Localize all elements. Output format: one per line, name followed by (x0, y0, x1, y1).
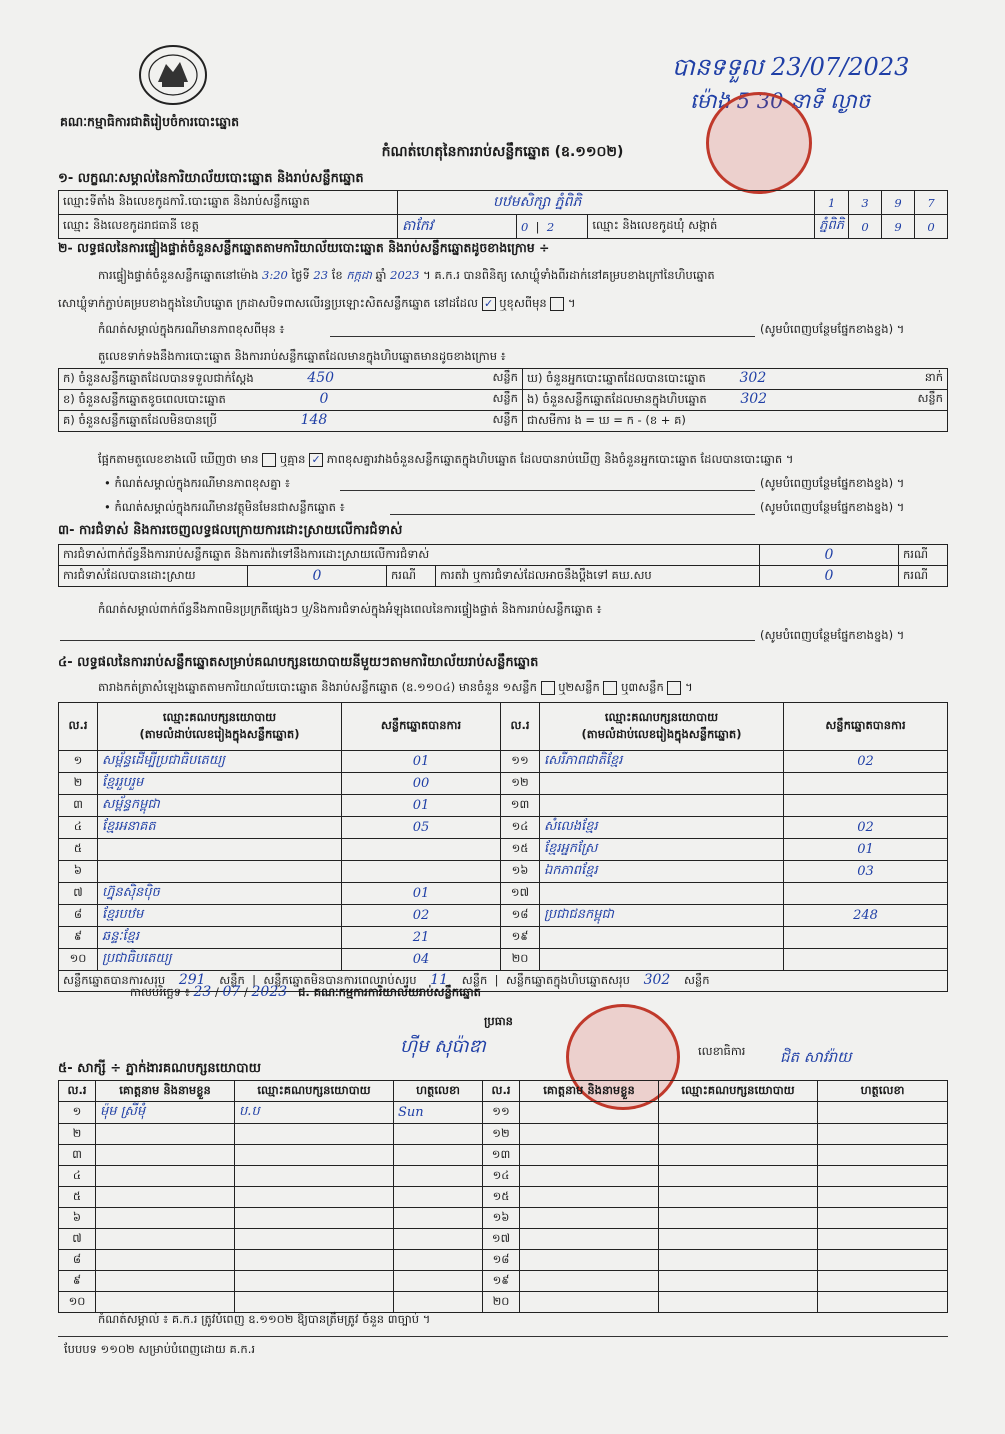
vote-count: 01 (784, 839, 948, 861)
col-no-right: ល.រ (501, 703, 540, 751)
w-col-sign-left: ហត្ថលេខា (394, 1081, 483, 1102)
vote-count (342, 839, 501, 861)
witness-name (96, 1166, 235, 1187)
table-row (59, 773, 948, 795)
two-sheet-checkbox[interactable] (603, 681, 617, 695)
table-row (59, 1271, 948, 1292)
witness-name: ម៉ុម ស្រីមុំ (96, 1102, 235, 1124)
count-intro: តួលេខទាក់ទងនឹងការបោះឆ្នោត និងការរាប់សន្លឹកឆ្នោតដែលមានក្នុងហិបឆ្នោតមានដូចខាងក្រោម ៖ (98, 349, 506, 363)
party-name: សម្ព័ន្ធកម្ពុជា (98, 795, 342, 817)
count-b-row: ខ) ចំនួនសន្លឹកឆ្នោតខូចពេលបោះឆ្នោត 0 សន្លឹក (59, 390, 523, 411)
vote-count (342, 861, 501, 883)
site-label: ឈ្មោះទីតាំង និងលេខកូដការិ.បោះឆ្នោត និងរាប់សន្លឹកឆ្នោត (59, 191, 398, 215)
form-footer: បែបបទ ១១០២ សម្រាប់បំពេញដោយ គ.ក.រ (64, 1342, 256, 1356)
row-no: ៤ (59, 817, 98, 839)
vote-count (784, 773, 948, 795)
w-col-sign-right: ហត្ថលេខា (818, 1081, 948, 1102)
chair-signature: ហ៊ីម សុប៉ាឌា (400, 1036, 486, 1057)
no-diff-checkbox[interactable]: ✓ (309, 453, 323, 467)
table-row (59, 1145, 948, 1166)
witness-name (96, 1187, 235, 1208)
table-row (59, 1208, 948, 1229)
note-diff2: • កំណត់សម្គាល់ក្នុងករណីមានភាពខុសគ្នា ៖ (104, 476, 290, 490)
w-col-no-right: ល.រ (483, 1081, 520, 1102)
row-no: ១៤ (483, 1166, 520, 1187)
received-time-note: ម៉ោង 5 30 នាទី ល្ងាច (690, 89, 871, 113)
witness-signature (818, 1102, 948, 1124)
appeal-value: 0 (760, 566, 899, 587)
row-no: ២ (59, 773, 98, 795)
row-no: ១៦ (483, 1208, 520, 1229)
row-no: ១៨ (501, 905, 540, 927)
witness-signature (394, 1250, 483, 1271)
count-a-row: ក) ចំនួនសន្លឹកឆ្នោតដែលបានទទួលជាក់ស្តែង 450 សន្លឹក (59, 369, 523, 390)
row-no: ៧ (59, 883, 98, 905)
row-no: ១៧ (483, 1229, 520, 1250)
secretary-signature: ជិត សាវរ៉ាយ (780, 1048, 852, 1066)
witness-signature (394, 1229, 483, 1250)
witness-name (520, 1187, 659, 1208)
row-no: ១០ (59, 949, 98, 971)
witness-signature (394, 1292, 483, 1313)
changed-checkbox[interactable] (550, 297, 564, 311)
totals-row: សន្លឹកឆ្នោតបានការសរុប 291 សន្លឹក | សន្លឹកឆ្នោតមិនបានការពេលរាប់សរុប 11 សន្លឹក | សន្លឹកឆ្នោតក្នុងហិបឆ្នោតសរុប 302 សន្លឹក (59, 971, 948, 992)
w-col-party-right: ឈ្មោះគណបក្សនយោបាយ (659, 1081, 818, 1102)
row-no: ២ (59, 1124, 96, 1145)
w-col-party-left: ឈ្មោះគណបក្សនយោបាយ (235, 1081, 394, 1102)
row-no: ១៥ (501, 839, 540, 861)
section5-heading: ៥- សាក្សី ÷ ភ្នាក់ងារគណបក្សនយោបាយ (58, 1061, 261, 1076)
site-id-table (58, 190, 948, 239)
row-no: ១៩ (483, 1271, 520, 1292)
table-row (59, 817, 948, 839)
witness-signature (818, 1271, 948, 1292)
witness-name (96, 1124, 235, 1145)
vote-count: 02 (784, 817, 948, 839)
table-row (59, 1124, 948, 1145)
table-row (59, 905, 948, 927)
witness-party (659, 1187, 818, 1208)
commune-label: ឈ្មោះ និងលេខកូដឃុំ សង្កាត់ (588, 215, 815, 239)
note-irregular: • កំណត់សម្គាល់ក្នុងករណីមានវត្ថុមិនមែនជាសន្លឹកឆ្នោត ៖ (104, 500, 345, 514)
witness-signature (818, 1229, 948, 1250)
count-c-row: គ) ចំនួនសន្លឹកឆ្នោតដែលមិនបានប្រើ 148 សន្លឹក (59, 411, 523, 432)
tally-sheet-note: តារាងកត់ត្រាសំឡេងឆ្នោតតាមការិយាល័យបោះឆ្នោត និងរាប់សន្លឹកឆ្នោត (ឧ.១១០៤) មានចំនួន ១សន្លឹក ឬ២សន្លឹក ឬ៣សន្លឹក ។ (98, 680, 693, 694)
party-name: ឯកភាពខ្មែរ (540, 861, 784, 883)
witness-name (520, 1250, 659, 1271)
vote-count: 01 (342, 751, 501, 773)
province-digits: 0 | 2 (517, 215, 588, 239)
commune-digit-3: 0 (915, 215, 948, 239)
witness-party (235, 1145, 394, 1166)
witness-name (520, 1229, 659, 1250)
party-name: ខ្មែរបឋម (98, 905, 342, 927)
vote-count: 00 (342, 773, 501, 795)
table-row (59, 1102, 948, 1124)
section3-note: កំណត់សម្គាល់ពាក់ព័ន្ធនឹងភាពមិនប្រក្រតីផ្សេងៗ ឬ/និងការជំទាស់ក្នុងអំឡុងពេលនៃការផ្ទៀងផ្ទាត់ និងការរាប់សន្លឹកឆ្នោត ៖ (98, 602, 602, 616)
row-no: ១២ (501, 773, 540, 795)
witness-party: ប.ប (235, 1102, 394, 1124)
fill-back-1: (សូមបំពេញបន្ថែមផ្នែកខាងខ្នង) ។ (760, 322, 905, 336)
vote-count: 05 (342, 817, 501, 839)
row-no: ១៣ (501, 795, 540, 817)
row-no: ៦ (59, 1208, 96, 1229)
row-no: ៥ (59, 1187, 96, 1208)
witness-name (520, 1102, 659, 1124)
row-no: ១៥ (483, 1187, 520, 1208)
site-digit-4: 7 (915, 191, 948, 215)
appeal-label: ការតវ៉ា ឬការជំទាស់ដែលអាចនឹងប្តឹងទៅ គឃ.សប (436, 566, 760, 587)
has-diff-checkbox[interactable] (262, 453, 276, 467)
site-digit-3: 9 (882, 191, 915, 215)
seal-sentence: សោឃ្លុំទាក់ភ្ជាប់គម្របខាងក្នុងនៃហិបឆ្នោត ក្រដាសបិទពាសលើរន្ធប្រឡោះសិតសន្លឹកឆ្នោត នៅដដែល ✓ ឬខុសពីមុន ។ (58, 296, 576, 310)
vote-count: 01 (342, 795, 501, 817)
party-name (540, 773, 784, 795)
table-row (59, 751, 948, 773)
table-row (59, 861, 948, 883)
same-checkbox[interactable]: ✓ (482, 297, 496, 311)
witness-name (96, 1250, 235, 1271)
secretary-label: លេខាធិការ (698, 1044, 746, 1058)
witness-party (659, 1124, 818, 1145)
witness-name (96, 1271, 235, 1292)
site-value: បឋមសិក្សា ភ្នំពិភិ (398, 191, 815, 215)
commune-digit-1: 0 (849, 215, 882, 239)
resolved-unit: ករណី (387, 566, 436, 587)
witness-party (235, 1250, 394, 1271)
section1-heading: ១- លក្ខណៈសម្គាល់នៃការិយាល័យបោះឆ្នោត និងរាប់សន្លឹកឆ្នោត (58, 171, 364, 186)
official-stamp-icon (706, 92, 812, 194)
party-name (540, 949, 784, 971)
witness-signature (818, 1166, 948, 1187)
vote-count: 02 (784, 751, 948, 773)
col-party-left: ឈ្មោះគណបក្សនយោបាយ (តាមលំដាប់លេខរៀងក្នុងសន្លឹកឆ្នោត) (98, 703, 342, 751)
witness-name (520, 1145, 659, 1166)
col-no-left: ល.រ (59, 703, 98, 751)
witness-party (235, 1292, 394, 1313)
table-row (59, 1229, 948, 1250)
row-no: ១ (59, 1102, 96, 1124)
witness-name (96, 1208, 235, 1229)
table-row (59, 839, 948, 861)
org-name: គណៈកម្មាធិការជាតិរៀបចំការបោះឆ្នោត (60, 114, 240, 129)
party-name (540, 795, 784, 817)
vote-count: 02 (342, 905, 501, 927)
witness-party (235, 1229, 394, 1250)
table-row (59, 883, 948, 905)
witness-name (520, 1208, 659, 1229)
complaint-row1-unit: ករណី (899, 545, 948, 566)
witness-name (520, 1166, 659, 1187)
row-no: ១៤ (501, 817, 540, 839)
province-value: តាកែវ (398, 215, 517, 239)
witness-party (235, 1187, 394, 1208)
witness-party (659, 1229, 818, 1250)
witness-signature (818, 1124, 948, 1145)
party-name: សំលេងខ្មែរ (540, 817, 784, 839)
compare-sentence: ផ្អែកតាមតួលេខខាងលើ ឃើញថា មាន ឬគ្មាន ✓ ភាពខុសគ្នារវាងចំនួនសន្លឹកឆ្នោតក្នុងហិបឆ្នោត ដែលបានរាប់ឃើញ និងចំនួនអ្នកបោះឆ្នោត ដែលបានបោះឆ្នោត ។ (98, 452, 794, 466)
witness-party (235, 1208, 394, 1229)
vote-count: 21 (342, 927, 501, 949)
party-name: ខ្មែរអ្នកស្រែ (540, 839, 784, 861)
row-no: ៤ (59, 1166, 96, 1187)
commune-digit-2: 9 (882, 215, 915, 239)
witness-name (520, 1292, 659, 1313)
witness-party (659, 1166, 818, 1187)
table-row (59, 949, 948, 971)
witness-signature: Sun (394, 1102, 483, 1124)
table-row (59, 1166, 948, 1187)
resolved-value: 0 (248, 566, 387, 587)
table-row (59, 1250, 948, 1271)
party-name (98, 839, 342, 861)
party-name: ឆន្ទៈខ្មែរ (98, 927, 342, 949)
party-name: សម្ព័ន្ធដើម្បីប្រជាធិបតេយ្យ (98, 751, 342, 773)
vote-count (784, 795, 948, 817)
row-no: ១៦ (501, 861, 540, 883)
row-no: ២០ (483, 1292, 520, 1313)
row-no: ២០ (501, 949, 540, 971)
witness-name (96, 1292, 235, 1313)
row-no: ៩ (59, 927, 98, 949)
party-results-table (58, 702, 948, 992)
party-name: ប្រជាធិបតេយ្យ (98, 949, 342, 971)
table-row (59, 927, 948, 949)
formula: ជាសមីការ ង = ឃ = ក - (ខ + គ) (523, 411, 948, 432)
witness-signature (818, 1250, 948, 1271)
complaint-row1-label: ការជំទាស់ពាក់ព័ន្ធនឹងការរាប់សន្លឹកឆ្នោត និងការតវ៉ាទៅនឹងការដោះស្រាយលើការជំទាស់ (59, 545, 760, 566)
witness-signature (394, 1166, 483, 1187)
footnote: កំណត់សម្គាល់ ៖ គ.ក.រ ត្រូវបំពេញ ឧ.១១០២ ឱ្យបានត្រឹមត្រូវ ចំនួន ៣ច្បាប់ ។ (98, 1312, 431, 1326)
verify-sentence: ការផ្ទៀងផ្ទាត់ចំនួនសន្លឹកឆ្នោតនៅម៉ោង 3:20 ថ្ងៃទី 23 ខែ កក្កដា ឆ្នាំ 2023 ។ គ.ក.រ បានពិនិត្យ សោឃ្លុំទាំងពីរដាក់នៅគម្របខាងក្រៅនៃហិបឆ្នោត (98, 268, 715, 282)
row-no: ១១ (483, 1102, 520, 1124)
col-votes-right: សន្លឹកឆ្នោតបានការ (784, 703, 948, 751)
vote-count (784, 927, 948, 949)
witness-party (659, 1145, 818, 1166)
party-name: ហ្វ៊ុនស៊ិនប៉ិច (98, 883, 342, 905)
witness-name (96, 1145, 235, 1166)
nec-emblem-icon (136, 42, 210, 108)
witness-party (659, 1271, 818, 1292)
row-no: ១៨ (483, 1250, 520, 1271)
commune-value: ភ្នំពិភិ (815, 215, 849, 239)
witness-signature (394, 1187, 483, 1208)
note-diff-label: កំណត់សម្គាល់ក្នុងករណីមានភាពខុសពីមុន ៖ (98, 322, 285, 336)
row-no: ១៧ (501, 883, 540, 905)
received-note: បានទទួល 23/07/2023 (672, 53, 910, 81)
complaint-row1-value: 0 (760, 545, 899, 566)
vote-count: 01 (342, 883, 501, 905)
site-digit-1: 1 (815, 191, 849, 215)
witness-party (235, 1124, 394, 1145)
row-no: ៩ (59, 1271, 96, 1292)
witness-table (58, 1080, 948, 1313)
date-line: កាលបរិច្ឆេទ ៖ 23 / 07 / 2023 ជ. គណៈកម្មការការិយាល័យរាប់សន្លឹកឆ្នោត (130, 984, 481, 1000)
resolved-label: ការជំទាស់ដែលបានដោះស្រាយ (59, 566, 248, 587)
row-no: ៣ (59, 795, 98, 817)
witness-party (235, 1166, 394, 1187)
party-name: ខ្មែរអនាគត (98, 817, 342, 839)
vote-count (784, 883, 948, 905)
table-row (59, 795, 948, 817)
witness-party (659, 1102, 818, 1124)
witness-party (659, 1208, 818, 1229)
one-sheet-checkbox[interactable] (541, 681, 555, 695)
witness-name (520, 1271, 659, 1292)
witness-signature (394, 1145, 483, 1166)
witness-signature (818, 1145, 948, 1166)
party-name: ខ្មែររួបរួម (98, 773, 342, 795)
w-col-name-left: គោត្តនាម និងនាមខ្លួន (96, 1081, 235, 1102)
party-name (98, 861, 342, 883)
table-row (59, 1292, 948, 1313)
witness-signature (818, 1187, 948, 1208)
chair-label: ប្រធាន (484, 1014, 513, 1028)
section3-heading: ៣- ការជំទាស់ និងការចេញលទ្ធផលក្រោយការដោះស្រាយលើការជំទាស់ (58, 523, 403, 538)
row-no: ១១ (501, 751, 540, 773)
party-name (540, 883, 784, 905)
witness-signature (394, 1271, 483, 1292)
row-no: ១ (59, 751, 98, 773)
witness-party (659, 1292, 818, 1313)
row-no: ៦ (59, 861, 98, 883)
count-d-row: ឃ) ចំនួនអ្នកបោះឆ្នោតដែលបានបោះឆ្នោត 302 នាក់ (523, 369, 948, 390)
party-name: សេរីភាពជាតិខ្មែរ (540, 751, 784, 773)
witness-signature (818, 1208, 948, 1229)
col-votes-left: សន្លឹកឆ្នោតបានការ (342, 703, 501, 751)
fill-back-3: (សូមបំពេញបន្ថែមផ្នែកខាងខ្នង) ។ (760, 500, 905, 514)
fill-back-2: (សូមបំពេញបន្ថែមផ្នែកខាងខ្នង) ។ (760, 476, 905, 490)
row-no: ៨ (59, 1250, 96, 1271)
witness-party (235, 1271, 394, 1292)
col-party-right: ឈ្មោះគណបក្សនយោបាយ (តាមលំដាប់លេខរៀងក្នុងសន្លឹកឆ្នោត) (540, 703, 784, 751)
table-row (59, 1187, 948, 1208)
section4-heading: ៤- លទ្ធផលនៃការរាប់សន្លឹកឆ្នោតសម្រាប់គណបក្សនយោបាយនីមួយៗតាមការិយាល័យរាប់សន្លឹកឆ្នោត (58, 655, 539, 670)
row-no: ៣ (59, 1145, 96, 1166)
section2-heading: ២- លទ្ធផលនៃការផ្ទៀងផ្ទាត់ចំនួនសន្លឹកឆ្នោតតាមការិយាល័យបោះឆ្នោត និងរាប់សន្លឹកឆ្នោតដូចខាងក្រោម ÷ (58, 240, 550, 255)
vote-count (784, 949, 948, 971)
witness-signature (394, 1208, 483, 1229)
province-label: ឈ្មោះ និងលេខកូដរាជធានី ខេត្ត (59, 215, 398, 239)
three-sheet-checkbox[interactable] (667, 681, 681, 695)
counts-table (58, 368, 948, 432)
party-name (540, 927, 784, 949)
witness-party (659, 1250, 818, 1271)
fill-back-4: (សូមបំពេញបន្ថែមផ្នែកខាងខ្នង) ។ (760, 628, 905, 642)
party-name: ប្រជាជនកម្ពុជា (540, 905, 784, 927)
vote-count: 04 (342, 949, 501, 971)
w-col-name-right: គោត្តនាម និងនាមខ្លួន (520, 1081, 659, 1102)
witness-name (96, 1229, 235, 1250)
form-title: កំណត់ហេតុនៃការរាប់សន្លឹកឆ្នោត (ឧ.១១០២) (381, 144, 624, 160)
row-no: ៥ (59, 839, 98, 861)
count-e-row: ង) ចំនួនសន្លឹកឆ្នោតដែលមានក្នុងហិបឆ្នោត 302 សន្លឹក (523, 390, 948, 411)
row-no: ១៩ (501, 927, 540, 949)
row-no: ៧ (59, 1229, 96, 1250)
w-col-no-left: ល.រ (59, 1081, 96, 1102)
witness-signature (394, 1124, 483, 1145)
row-no: ១២ (483, 1124, 520, 1145)
row-no: ១៣ (483, 1145, 520, 1166)
row-no: ៨ (59, 905, 98, 927)
appeal-unit: ករណី (899, 566, 948, 587)
site-digit-2: 3 (849, 191, 882, 215)
vote-count: 03 (784, 861, 948, 883)
row-no: ១០ (59, 1292, 96, 1313)
witness-name (520, 1124, 659, 1145)
complaints-table (58, 544, 948, 587)
vote-count: 248 (784, 905, 948, 927)
witness-signature (818, 1292, 948, 1313)
